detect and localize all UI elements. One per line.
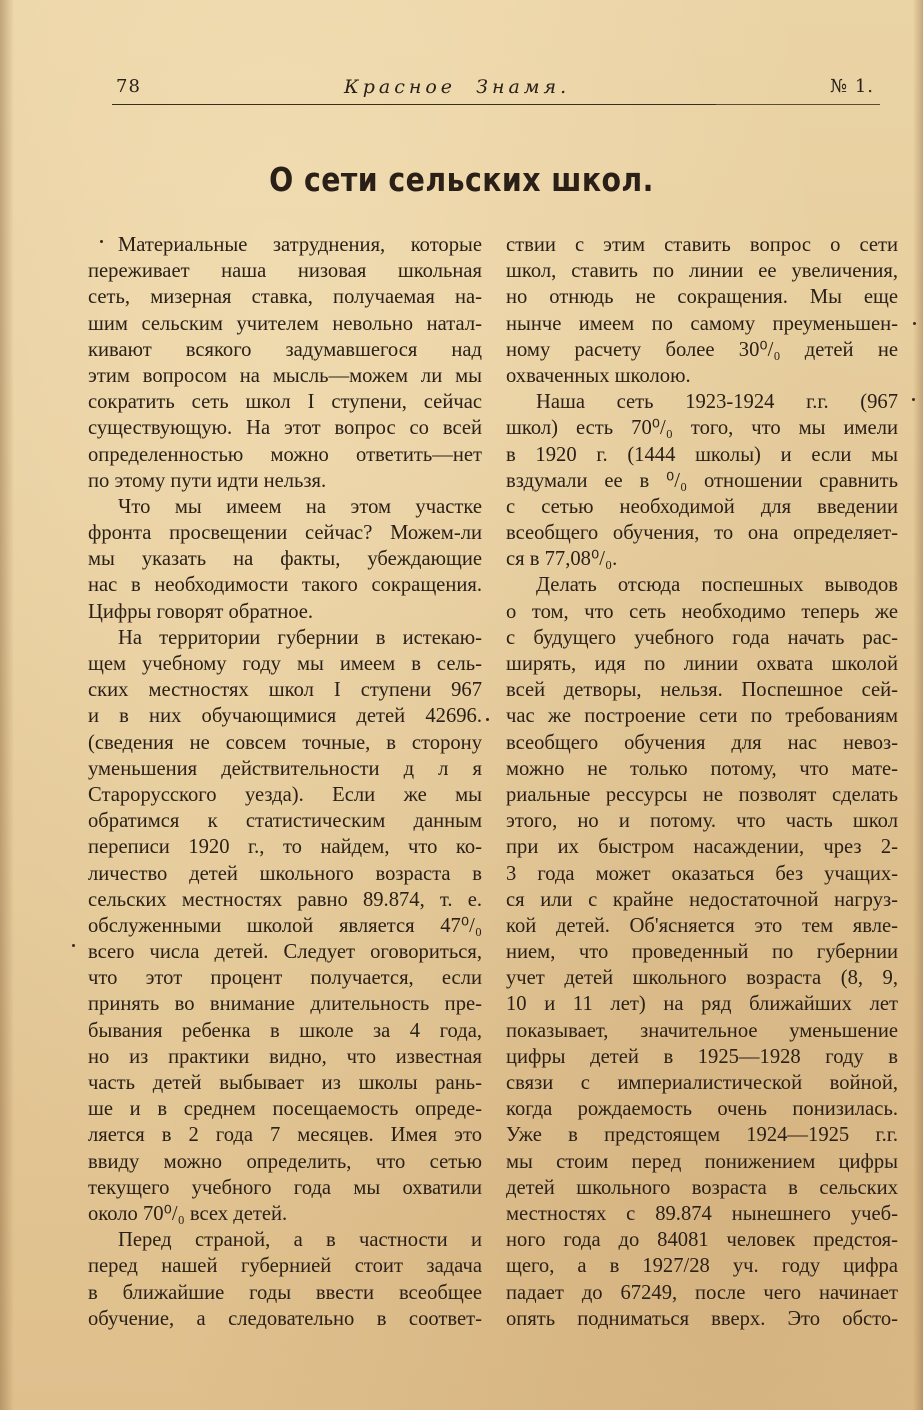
print-speck: [913, 322, 916, 325]
issue-number: № 1.: [830, 76, 874, 97]
text-line: сельских местностях равно 89.874, т. е.: [88, 888, 482, 911]
text-line: принять во внимание длительность пре-: [88, 993, 482, 1016]
text-line: Материальные затруднения, которые: [118, 234, 482, 256]
text-line: сократить сеть школ I ступени, сейчас: [88, 391, 482, 414]
text-line: ских местностях школ I ступени 967: [88, 679, 482, 702]
journal-title: Красное Знамя.: [344, 76, 571, 98]
article-title: О сети сельских школ.: [269, 160, 654, 199]
text-line: ному расчету более 30⁰/₀ детей не: [506, 338, 898, 361]
text-line: опять подниматься вверх. Это обсто-: [506, 1307, 898, 1330]
text-line: На территории губернии в истекаю-: [118, 626, 482, 649]
header-rule: [112, 104, 716, 105]
text-line: ся или с крайне недостаточной нагруз-: [506, 888, 898, 911]
text-line: этим вопросом на мысль—можем ли мы: [88, 364, 482, 387]
text-line: всеобщего обучения для нас невоз-: [506, 731, 898, 754]
text-line: часть детей выбывает из школы рань-: [88, 1072, 482, 1094]
text-line: уменьшения действительности д л я: [88, 757, 482, 780]
text-line: определенностью можно ответить—нет: [88, 443, 482, 466]
text-line: сеть, мизерная ставка, получаемая на-: [88, 286, 482, 309]
print-speck: [912, 398, 915, 401]
text-line: в 1920 г. (1444 школы) и если мы: [506, 443, 898, 466]
text-line: щем учебному году мы имеем в сель-: [88, 653, 482, 675]
text-line: школ, ставить по линии ее увеличения,: [506, 260, 898, 283]
text-line: ляется в 2 года 7 месяцев. Имея это: [88, 1124, 482, 1147]
text-line: существующую. На этот вопрос со всей: [88, 417, 482, 440]
text-line: 3 года может оказаться без учащих-: [506, 862, 898, 885]
running-header: [112, 74, 878, 104]
text-line: показывает, значительное уменьшение: [506, 1019, 898, 1042]
text-line: ше и в среднем посещаемость опреде-: [88, 1098, 482, 1121]
text-line: переживает наша низовая школьная: [88, 260, 482, 283]
text-line: местностях с 89.874 нынешнего учеб-: [506, 1202, 898, 1225]
text-line: всей детворы, нельзя. Поспешное сей-: [506, 679, 898, 702]
text-line: школ) есть 70⁰/₀ того, что мы имели: [506, 417, 898, 440]
text-line: (сведения не совсем точные, в сторону: [88, 731, 482, 754]
page-number: 78: [116, 76, 141, 97]
text-line: и в них обучающимися детей 42696.: [88, 705, 482, 728]
text-line: с будущего учебного года начать рас-: [506, 626, 898, 649]
text-line: с сетью необходимой для введении: [506, 495, 898, 518]
text-line: ного года до 84081 человек предстоя-: [506, 1229, 898, 1252]
text-line: нынче имеем по самому преуменьшен-: [506, 312, 898, 335]
text-line: нием, что проведенный по губернии: [506, 941, 898, 964]
text-line: 10 и 11 лет) на ряд ближайших лет: [506, 993, 898, 1016]
text-line: Цифры говорят обратное.: [88, 600, 314, 623]
text-line: о том, что сеть необходимо теперь же: [506, 600, 898, 623]
text-line: Наша сеть 1923-1924 г.г. (967: [536, 391, 898, 414]
print-speck: [100, 240, 103, 243]
text-line: обратимся к статистическим данным: [88, 810, 482, 833]
text-line: бывания ребенка в школе за 4 года,: [88, 1019, 482, 1042]
text-line: ствии с этим ставить вопрос о сети: [506, 234, 898, 256]
right-column: [506, 232, 898, 1332]
text-line: можно не только потому, что мате-: [506, 757, 898, 780]
text-line: текущего учебного года мы охватили: [88, 1176, 482, 1199]
text-line: фронта просвещении сейчас? Можем-ли: [88, 522, 482, 545]
text-line: ся в 77,08⁰/₀.: [506, 548, 618, 571]
text-line: щего, а в 1927/28 уч. году цифра: [506, 1255, 898, 1278]
text-line: обслуженными школой является 47⁰/₀: [88, 914, 482, 937]
text-line: всего числа детей. Следует оговориться,: [88, 941, 482, 964]
text-line: в ближайшие годы ввести всеобщее: [88, 1281, 482, 1304]
text-line: детей школьного возраста в сельских: [506, 1176, 898, 1199]
text-line: мы стоим перед понижением цифры: [506, 1150, 898, 1173]
text-line: мы указать на факты, убеждающие: [88, 548, 482, 571]
text-line: около 70⁰/₀ всех детей.: [88, 1202, 288, 1225]
text-line: всеобщего обучения, то она определяет-: [506, 522, 898, 545]
text-line: при их быстром насаждении, чрез 2-: [506, 836, 898, 859]
text-line: нас в необходимости такого сокращения.: [88, 574, 482, 597]
text-line: обучение, а следовательно в соответ-: [88, 1307, 482, 1330]
text-line: час же построение сети по требованиям: [506, 705, 898, 728]
text-line: но отнюдь не сокращения. Мы еще: [506, 286, 898, 309]
text-line: падает до 67249, после чего начинает: [506, 1281, 898, 1304]
left-column: [88, 232, 482, 1332]
text-line: Что мы имеем на этом участке: [118, 495, 482, 518]
text-line: кивают всякого задумавшегося над: [88, 338, 482, 361]
header-rule-thin: [716, 104, 880, 105]
text-line: но из практики видно, что известная: [88, 1045, 482, 1068]
text-line: когда рождаемость очень понизилась.: [506, 1098, 898, 1121]
text-line: риальные рессурсы не позволят сделать: [506, 783, 898, 806]
text-line: перед нашей губернией стоит задача: [88, 1255, 482, 1278]
text-line: этого, но и потому. что часть школ: [506, 810, 898, 833]
text-line: Старорусского уезда). Если же мы: [88, 783, 482, 806]
text-line: кой детей. Об'ясняется это тем явле-: [506, 914, 898, 937]
text-line: цифры детей в 1925—1928 году в: [506, 1045, 898, 1068]
text-line: личество детей школьного возраста в: [88, 862, 482, 885]
print-speck: [72, 944, 75, 947]
text-line: шим сельским учителем невольно натал-: [88, 312, 482, 335]
text-line: Делать отсюда поспешных выводов: [536, 574, 898, 597]
text-line: ввиду можно определить, что сетью: [88, 1150, 482, 1173]
print-speck: [486, 718, 489, 721]
text-line: ширять, идя по линии охвата школой: [506, 653, 898, 675]
text-line: учет детей школьного возраста (8, 9,: [506, 967, 898, 990]
text-line: вздумали ее в ⁰/₀ отношении сравнить: [506, 469, 898, 492]
text-line: Перед страной, а в частности и: [118, 1229, 482, 1252]
text-line: Уже в предстоящем 1924—1925 г.г.: [506, 1124, 898, 1147]
text-line: по этому пути идти нельзя.: [88, 469, 327, 492]
text-line: связи с империалистической войной,: [506, 1072, 898, 1094]
text-line: переписи 1920 г., то найдем, что ко-: [88, 836, 482, 859]
text-line: охваченных школою.: [506, 364, 691, 387]
text-line: что этот процент получается, если: [88, 967, 482, 990]
